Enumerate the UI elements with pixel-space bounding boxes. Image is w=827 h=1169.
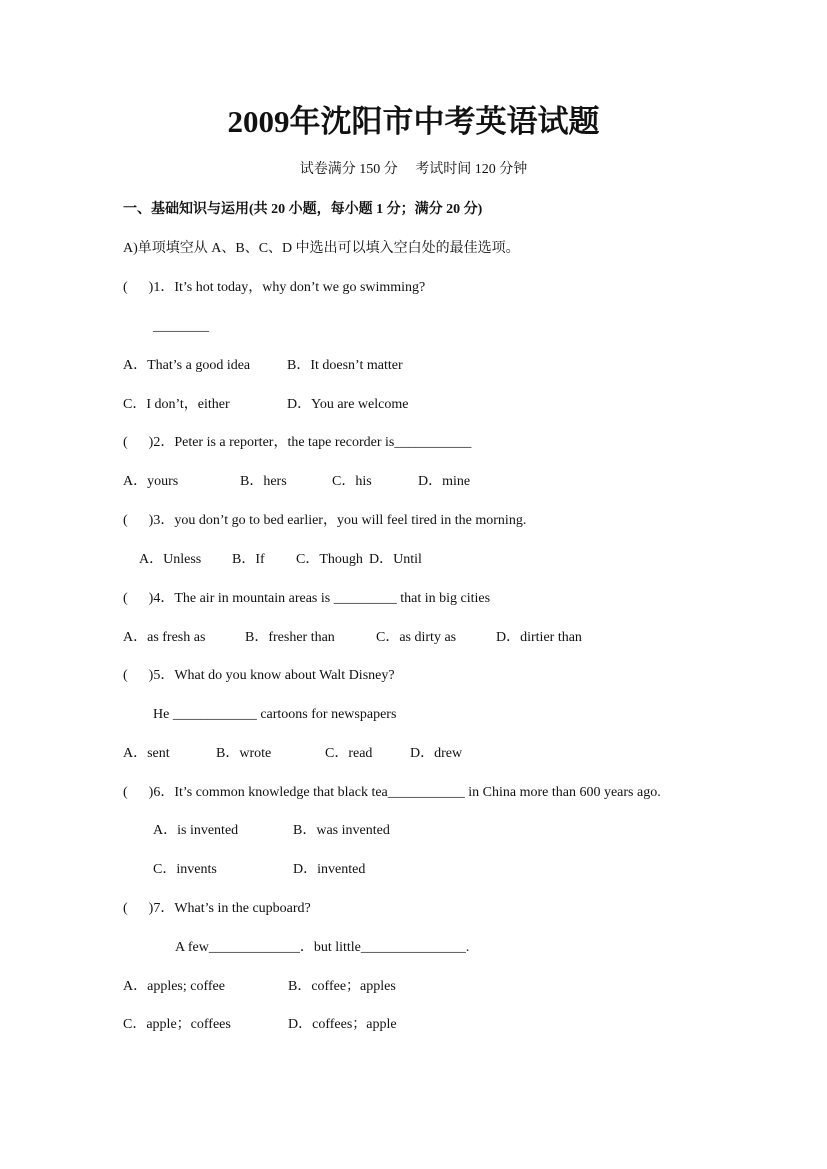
option-d: D．You are welcome	[287, 397, 409, 412]
option-b: B．fresher than	[245, 630, 335, 645]
option-d: D．mine	[418, 474, 471, 489]
section-heading: 一、基础知识与运用(共 20 小题，每小题 1 分；满分 20 分)	[123, 202, 483, 217]
exam-info: 试卷满分 150 分 考试时间 120 分钟	[299, 162, 528, 177]
option-d: D．invented	[293, 862, 366, 877]
part-a-instruction: A)单项填空从 A、B、C、D 中选出可以填入空白处的最佳选项。	[123, 241, 520, 256]
question-stem: ( )6．It’s common knowledge that black tea___________ in China more than 600 years ago.	[123, 785, 661, 800]
answer-blank: ________	[153, 319, 209, 334]
option-c: C．I don’t，either	[123, 397, 230, 412]
question-stem: ( )5．What do you know about Walt Disney?	[123, 668, 395, 683]
option-c: C．apple；coffees	[123, 1017, 231, 1032]
page-title: 2009年沈阳市中考英语试题	[227, 104, 600, 139]
option-b: B．wrote	[216, 746, 272, 761]
option-c: C．read	[325, 746, 373, 761]
option-b: B．If	[232, 552, 265, 567]
question-stem: ( )1．It’s hot today，why don’t we go swimming?	[123, 280, 426, 295]
option-b: B．coffee；apples	[288, 979, 396, 994]
option-b: B．It doesn’t matter	[287, 358, 403, 373]
option-a: A．yours	[123, 474, 179, 489]
question-stem: ( )7．What’s in the cupboard?	[123, 901, 311, 916]
option-c: C．his	[332, 474, 372, 489]
option-c: C．as dirty as	[376, 630, 457, 645]
option-d: D．coffees；apple	[288, 1017, 397, 1032]
option-a: A．sent	[123, 746, 170, 761]
question-stem: ( )4．The air in mountain areas is _________ that in big cities	[123, 591, 491, 606]
option-c: C．invents	[153, 862, 217, 877]
question-sentence: A few_____________．but little_______________.	[175, 940, 470, 955]
option-c: C．Though	[296, 552, 363, 567]
option-a: A．apples; coffee	[123, 979, 225, 994]
option-d: D．dirtier than	[496, 630, 582, 645]
option-b: B．was invented	[293, 823, 390, 838]
option-a: A．Unless	[139, 552, 202, 567]
option-a: A．is invented	[153, 823, 239, 838]
option-d: D．drew	[410, 746, 463, 761]
question-stem: ( )2．Peter is a reporter，the tape recorder is___________	[123, 435, 472, 450]
question-stem: ( )3．you don’t go to bed earlier，you will feel tired in the morning.	[123, 513, 527, 528]
question-sentence: He ____________ cartoons for newspapers	[153, 707, 397, 722]
option-a: A．as fresh as	[123, 630, 206, 645]
option-a: A．That’s a good idea	[123, 358, 251, 373]
option-b: B．hers	[240, 474, 287, 489]
option-d: D．Until	[369, 552, 422, 567]
